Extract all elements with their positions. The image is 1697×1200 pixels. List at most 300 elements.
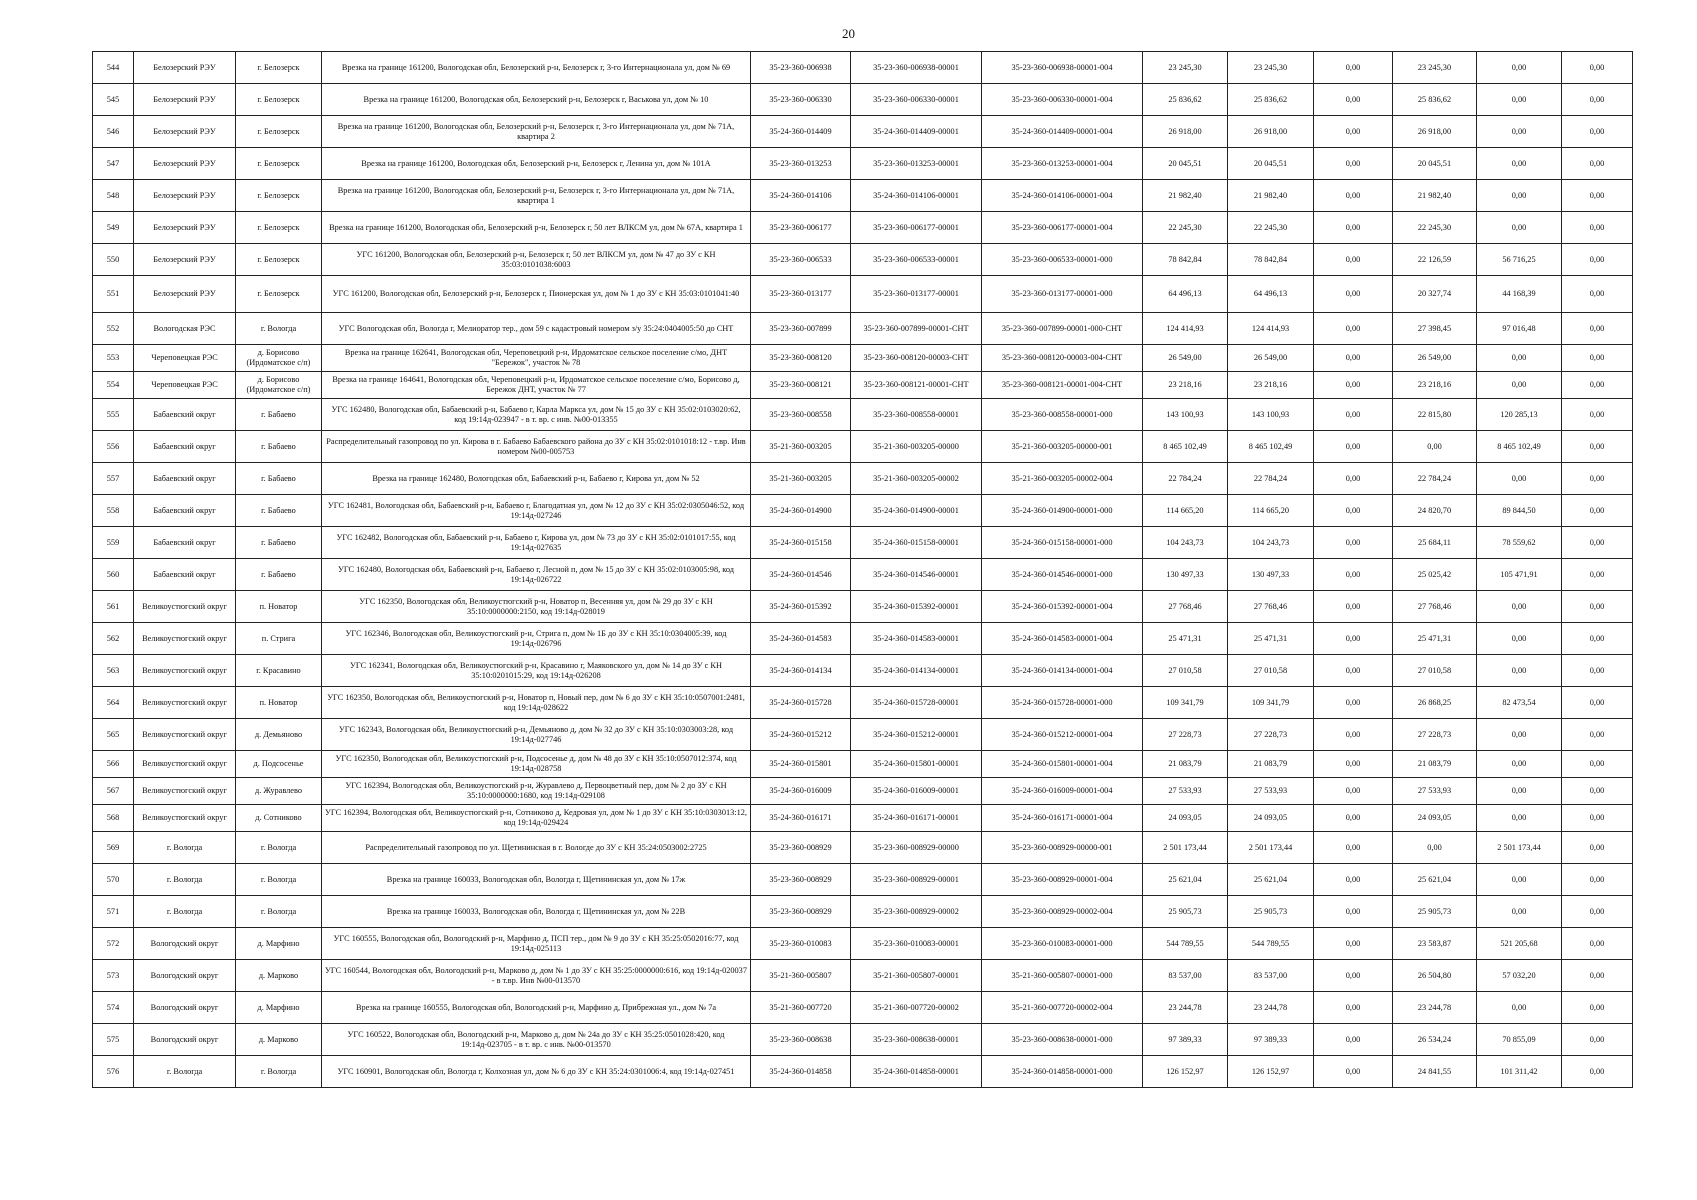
cell-region-unit: Бабаевский округ xyxy=(134,527,236,559)
cell-region-unit: Белозерский РЭУ xyxy=(134,148,236,180)
cell-region-unit: Белозерский РЭУ xyxy=(134,276,236,313)
table-row xyxy=(93,276,1633,313)
cell-total-cost-vat: 26 549,00 xyxy=(1228,345,1314,372)
table-row xyxy=(93,431,1633,463)
cell-object-code: 35-24-360-015158 xyxy=(751,527,851,559)
cell-connection-code: 35-24-360-015392-00001-004 xyxy=(982,591,1143,623)
cell-object-code: 35-24-360-014858 xyxy=(751,1056,851,1088)
table-row xyxy=(93,148,1633,180)
cell-settlement: г. Бабаево xyxy=(236,399,322,431)
cell-point-code: 35-23-360-008929-00001 xyxy=(851,864,982,896)
cell-fee-part: 0,00 xyxy=(1314,992,1393,1024)
cell-region-unit: Великоустюгский округ xyxy=(134,751,236,778)
cell-fee-part: 0,00 xyxy=(1314,313,1393,345)
cell-fee-part: 0,00 xyxy=(1314,372,1393,399)
cell-fee-part: 0,00 xyxy=(1314,778,1393,805)
cell-region-unit: Великоустюгский округ xyxy=(134,591,236,623)
cell-settlement: г. Белозерск xyxy=(236,52,322,84)
cell-connection-code: 35-24-360-015801-00001-004 xyxy=(982,751,1143,778)
cell-connection-fee: 23 245,30 xyxy=(1393,52,1477,84)
cell-object-address: УГС 160544, Вологодская обл, Вологодский р-н, Марково д, дом № 1 до ЗУ с КН 35:25:0000000:616, код 19:14д-020037 - в т.вр. Инв №00-013570 xyxy=(322,960,751,992)
table-row xyxy=(93,463,1633,495)
cell-point-code: 35-23-360-013253-00001 xyxy=(851,148,982,180)
cell-fee-part: 0,00 xyxy=(1314,559,1393,591)
cell-settlement: г. Белозерск xyxy=(236,244,322,276)
cell-point-code: 35-23-360-006533-00001 xyxy=(851,244,982,276)
cell-row-number: 563 xyxy=(93,655,134,687)
cell-object-code: 35-24-360-016009 xyxy=(751,778,851,805)
cell-total-cost: 23 218,16 xyxy=(1143,372,1228,399)
cell-total-cost-vat: 27 228,73 xyxy=(1228,719,1314,751)
cell-total-cost: 27 533,93 xyxy=(1143,778,1228,805)
cell-total-cost-vat: 143 100,93 xyxy=(1228,399,1314,431)
cell-settlement: г. Белозерск xyxy=(236,84,322,116)
table-row xyxy=(93,116,1633,148)
cell-total-cost-vat: 21 083,79 xyxy=(1228,751,1314,778)
cell-row-number: 570 xyxy=(93,864,134,896)
cell-row-number: 549 xyxy=(93,212,134,244)
cell-object-address: УГС 162480, Вологодская обл, Бабаевский р-н, Бабаево г, Лесной п, дом № 15 до ЗУ с КН 35:02:0103005:98, код 19:14д-026722 xyxy=(322,559,751,591)
cell-total-cost-vat: 544 789,55 xyxy=(1228,928,1314,960)
table-row xyxy=(93,1024,1633,1056)
cell-network-cost: 57 032,20 xyxy=(1477,960,1562,992)
cell-row-number: 574 xyxy=(93,992,134,1024)
cell-connection-code: 35-23-360-006330-00001-004 xyxy=(982,84,1143,116)
cell-total-cost: 25 836,62 xyxy=(1143,84,1228,116)
cell-fee-part: 0,00 xyxy=(1314,180,1393,212)
cell-total-cost: 64 496,13 xyxy=(1143,276,1228,313)
cell-connection-fee: 24 093,05 xyxy=(1393,805,1477,832)
cell-connection-code: 35-23-360-008558-00001-000 xyxy=(982,399,1143,431)
cell-fee-part: 0,00 xyxy=(1314,52,1393,84)
table-row xyxy=(93,372,1633,399)
cell-total-cost-vat: 114 665,20 xyxy=(1228,495,1314,527)
cell-settlement: д. Марково xyxy=(236,960,322,992)
cell-object-code: 35-24-360-015801 xyxy=(751,751,851,778)
cell-object-code: 35-24-360-014546 xyxy=(751,559,851,591)
cell-network-cost: 0,00 xyxy=(1477,992,1562,1024)
table-row xyxy=(93,687,1633,719)
table-row xyxy=(93,527,1633,559)
cell-connection-code: 35-24-360-014134-00001-004 xyxy=(982,655,1143,687)
cell-fee-part: 0,00 xyxy=(1314,864,1393,896)
cell-region-unit: Череповецкая РЭС xyxy=(134,345,236,372)
cell-point-code: 35-24-360-015392-00001 xyxy=(851,591,982,623)
table-row xyxy=(93,559,1633,591)
cell-total-cost: 124 414,93 xyxy=(1143,313,1228,345)
cell-network-cost: 0,00 xyxy=(1477,591,1562,623)
cell-other-cost: 0,00 xyxy=(1562,527,1633,559)
cell-object-address: УГС 162480, Вологодская обл, Бабаевский р-н, Бабаево г, Карла Маркса ул, дом № 15 до ЗУ с КН 35:02:0103020:62, код 19:14д-023947 - в т. вр. с инв. №00-013355 xyxy=(322,399,751,431)
cell-settlement: д. Марфино xyxy=(236,928,322,960)
cell-row-number: 565 xyxy=(93,719,134,751)
cell-network-cost: 0,00 xyxy=(1477,623,1562,655)
cell-object-code: 35-23-360-013253 xyxy=(751,148,851,180)
cell-settlement: г. Бабаево xyxy=(236,527,322,559)
cell-row-number: 553 xyxy=(93,345,134,372)
cell-object-address: УГС 160901, Вологодская обл, Вологда г, Колхозная ул, дом № 6 до ЗУ с КН 35:24:0301006:4, код 19:14д-027451 xyxy=(322,1056,751,1088)
cell-fee-part: 0,00 xyxy=(1314,1056,1393,1088)
cell-settlement: д. Борисово (Ирдоматское с/п) xyxy=(236,345,322,372)
cell-other-cost: 0,00 xyxy=(1562,180,1633,212)
cell-total-cost-vat: 126 152,97 xyxy=(1228,1056,1314,1088)
cell-connection-fee: 26 549,00 xyxy=(1393,345,1477,372)
cell-connection-fee: 20 045,51 xyxy=(1393,148,1477,180)
cell-object-address: УГС 162341, Вологодская обл, Великоустюгский р-н, Красавино г, Маяковского ул, дом № 14 до ЗУ с КН 35:10:0201015:29, код 19:14д-026208 xyxy=(322,655,751,687)
cell-settlement: г. Бабаево xyxy=(236,463,322,495)
cell-connection-fee: 25 905,73 xyxy=(1393,896,1477,928)
cell-connection-fee: 26 918,00 xyxy=(1393,116,1477,148)
cell-row-number: 555 xyxy=(93,399,134,431)
cell-fee-part: 0,00 xyxy=(1314,244,1393,276)
cell-total-cost: 114 665,20 xyxy=(1143,495,1228,527)
cell-total-cost: 2 501 173,44 xyxy=(1143,832,1228,864)
cell-object-address: Врезка на границе 161200, Вологодская обл, Белозерский р-н, Белозерск г, 3-го Интернационала ул, дом № 71А, квартира 1 xyxy=(322,180,751,212)
cell-row-number: 551 xyxy=(93,276,134,313)
cell-object-address: Распределительный газопровод по ул. Щетининская в г. Вологде до ЗУ с КН 35:24:0503002:2725 xyxy=(322,832,751,864)
cell-other-cost: 0,00 xyxy=(1562,864,1633,896)
table-row xyxy=(93,495,1633,527)
cell-row-number: 560 xyxy=(93,559,134,591)
cell-object-address: УГС 162350, Вологодская обл, Великоустюгский р-н, Подсосенье д, дом № 48 до ЗУ с КН 35:10:0507012:374, код 19:14д-028758 xyxy=(322,751,751,778)
cell-point-code: 35-21-360-007720-00002 xyxy=(851,992,982,1024)
cell-point-code: 35-24-360-014409-00001 xyxy=(851,116,982,148)
cell-network-cost: 78 559,62 xyxy=(1477,527,1562,559)
cell-connection-fee: 22 126,59 xyxy=(1393,244,1477,276)
cell-region-unit: г. Вологда xyxy=(134,896,236,928)
cell-settlement: п. Новатор xyxy=(236,687,322,719)
cell-object-address: Врезка на границе 161200, Вологодская обл, Белозерский р-н, Белозерск г, Васькова ул, дом № 10 xyxy=(322,84,751,116)
cell-total-cost-vat: 97 389,33 xyxy=(1228,1024,1314,1056)
cell-total-cost-vat: 83 537,00 xyxy=(1228,960,1314,992)
cell-fee-part: 0,00 xyxy=(1314,751,1393,778)
cell-total-cost-vat: 22 245,30 xyxy=(1228,212,1314,244)
cell-point-code: 35-21-360-003205-00002 xyxy=(851,463,982,495)
cell-row-number: 558 xyxy=(93,495,134,527)
cell-row-number: 576 xyxy=(93,1056,134,1088)
cell-object-address: Врезка на границе 161200, Вологодская обл, Белозерский р-н, Белозерск г, Ленина ул, дом № 101А xyxy=(322,148,751,180)
cell-settlement: г. Вологда xyxy=(236,313,322,345)
cell-connection-code: 35-24-360-014583-00001-004 xyxy=(982,623,1143,655)
cell-total-cost-vat: 8 465 102,49 xyxy=(1228,431,1314,463)
table-row xyxy=(93,244,1633,276)
cell-total-cost-vat: 23 218,16 xyxy=(1228,372,1314,399)
cell-object-code: 35-24-360-014134 xyxy=(751,655,851,687)
cell-row-number: 573 xyxy=(93,960,134,992)
cell-region-unit: г. Вологда xyxy=(134,832,236,864)
cell-region-unit: Вологодский округ xyxy=(134,960,236,992)
cell-object-address: Врезка на границе 161200, Вологодская обл, Белозерский р-н, Белозерск г, 3-го Интернационала ул, дом № 69 xyxy=(322,52,751,84)
cell-region-unit: Вологодский округ xyxy=(134,1024,236,1056)
cell-network-cost: 0,00 xyxy=(1477,896,1562,928)
cell-settlement: г. Белозерск xyxy=(236,180,322,212)
cell-object-code: 35-23-360-008929 xyxy=(751,864,851,896)
table-row xyxy=(93,399,1633,431)
cell-region-unit: Белозерский РЭУ xyxy=(134,180,236,212)
cell-fee-part: 0,00 xyxy=(1314,896,1393,928)
cell-network-cost: 44 168,39 xyxy=(1477,276,1562,313)
cell-object-address: УГС 160522, Вологодская обл, Вологодский р-н, Марково д, дом № 24а до ЗУ с КН 35:25:0501028:420, код 19:14д-023705 - в т. вр. с инв. №00-013570 xyxy=(322,1024,751,1056)
table-row xyxy=(93,212,1633,244)
cell-connection-code: 35-23-360-006938-00001-004 xyxy=(982,52,1143,84)
cell-total-cost: 27 010,58 xyxy=(1143,655,1228,687)
cell-settlement: д. Журавлево xyxy=(236,778,322,805)
cell-network-cost: 70 855,09 xyxy=(1477,1024,1562,1056)
cell-total-cost: 22 784,24 xyxy=(1143,463,1228,495)
cell-other-cost: 0,00 xyxy=(1562,992,1633,1024)
cell-point-code: 35-23-360-006938-00001 xyxy=(851,52,982,84)
cell-settlement: п. Новатор xyxy=(236,591,322,623)
cell-other-cost: 0,00 xyxy=(1562,928,1633,960)
table-row xyxy=(93,992,1633,1024)
cell-other-cost: 0,00 xyxy=(1562,84,1633,116)
cell-region-unit: Великоустюгский округ xyxy=(134,655,236,687)
cell-region-unit: Великоустюгский округ xyxy=(134,687,236,719)
cell-region-unit: Великоустюгский округ xyxy=(134,623,236,655)
cell-settlement: д. Подсосенье xyxy=(236,751,322,778)
cell-fee-part: 0,00 xyxy=(1314,591,1393,623)
cell-row-number: 567 xyxy=(93,778,134,805)
cell-point-code: 35-24-360-014583-00001 xyxy=(851,623,982,655)
cell-point-code: 35-24-360-015801-00001 xyxy=(851,751,982,778)
cell-fee-part: 0,00 xyxy=(1314,431,1393,463)
cell-region-unit: Белозерский РЭУ xyxy=(134,84,236,116)
cell-fee-part: 0,00 xyxy=(1314,960,1393,992)
cell-fee-part: 0,00 xyxy=(1314,212,1393,244)
cell-network-cost: 0,00 xyxy=(1477,180,1562,212)
cell-connection-code: 35-23-360-013253-00001-004 xyxy=(982,148,1143,180)
cell-connection-fee: 23 218,16 xyxy=(1393,372,1477,399)
cell-point-code: 35-24-360-014546-00001 xyxy=(851,559,982,591)
cell-settlement: г. Вологда xyxy=(236,832,322,864)
cell-other-cost: 0,00 xyxy=(1562,559,1633,591)
cell-object-code: 35-21-360-003205 xyxy=(751,463,851,495)
cell-object-address: Врезка на границе 160555, Вологодская обл, Вологодский р-н, Марфино д, Прибрежная ул., дом № 7а xyxy=(322,992,751,1024)
cell-object-address: УГС 162346, Вологодская обл, Великоустюгский р-н, Стрига п, дом № 1Б до ЗУ с КН 35:10:0304005:39, код 19:14д-026796 xyxy=(322,623,751,655)
cell-connection-code: 35-23-360-008929-00000-001 xyxy=(982,832,1143,864)
cell-point-code: 35-24-360-014900-00001 xyxy=(851,495,982,527)
cell-row-number: 569 xyxy=(93,832,134,864)
cell-total-cost-vat: 23 245,30 xyxy=(1228,52,1314,84)
cell-settlement: г. Белозерск xyxy=(236,276,322,313)
cell-region-unit: Бабаевский округ xyxy=(134,431,236,463)
table-row xyxy=(93,52,1633,84)
cell-row-number: 547 xyxy=(93,148,134,180)
cell-total-cost: 25 621,04 xyxy=(1143,864,1228,896)
cell-other-cost: 0,00 xyxy=(1562,148,1633,180)
cell-other-cost: 0,00 xyxy=(1562,212,1633,244)
cell-fee-part: 0,00 xyxy=(1314,655,1393,687)
cell-region-unit: г. Вологда xyxy=(134,1056,236,1088)
cell-total-cost: 104 243,73 xyxy=(1143,527,1228,559)
cell-point-code: 35-23-360-010083-00001 xyxy=(851,928,982,960)
cell-connection-code: 35-24-360-015212-00001-004 xyxy=(982,719,1143,751)
cell-other-cost: 0,00 xyxy=(1562,276,1633,313)
cell-connection-code: 35-23-360-008929-00002-004 xyxy=(982,896,1143,928)
cell-total-cost: 23 245,30 xyxy=(1143,52,1228,84)
cell-point-code: 35-24-360-016009-00001 xyxy=(851,778,982,805)
cell-settlement: д. Борисово (Ирдоматское с/п) xyxy=(236,372,322,399)
cell-total-cost: 83 537,00 xyxy=(1143,960,1228,992)
cell-connection-fee: 27 398,45 xyxy=(1393,313,1477,345)
registry-table xyxy=(92,51,1633,1088)
cell-other-cost: 0,00 xyxy=(1562,778,1633,805)
cell-row-number: 571 xyxy=(93,896,134,928)
cell-total-cost-vat: 130 497,33 xyxy=(1228,559,1314,591)
registry-body xyxy=(93,52,1633,1088)
cell-other-cost: 0,00 xyxy=(1562,591,1633,623)
cell-fee-part: 0,00 xyxy=(1314,495,1393,527)
cell-network-cost: 0,00 xyxy=(1477,463,1562,495)
cell-object-address: УГС 162482, Вологодская обл, Бабаевский р-н, Бабаево г, Кирова ул, дом № 73 до ЗУ с КН 35:02:0101017:55, код 19:14д-027635 xyxy=(322,527,751,559)
cell-other-cost: 0,00 xyxy=(1562,832,1633,864)
cell-other-cost: 0,00 xyxy=(1562,116,1633,148)
cell-connection-code: 35-24-360-015158-00001-000 xyxy=(982,527,1143,559)
cell-fee-part: 0,00 xyxy=(1314,928,1393,960)
cell-point-code: 35-23-360-008929-00000 xyxy=(851,832,982,864)
cell-total-cost-vat: 104 243,73 xyxy=(1228,527,1314,559)
cell-other-cost: 0,00 xyxy=(1562,431,1633,463)
cell-row-number: 544 xyxy=(93,52,134,84)
cell-other-cost: 0,00 xyxy=(1562,313,1633,345)
cell-network-cost: 0,00 xyxy=(1477,345,1562,372)
cell-connection-code: 35-21-360-007720-00002-004 xyxy=(982,992,1143,1024)
cell-network-cost: 0,00 xyxy=(1477,84,1562,116)
cell-network-cost: 0,00 xyxy=(1477,778,1562,805)
cell-total-cost-vat: 25 836,62 xyxy=(1228,84,1314,116)
cell-object-code: 35-23-360-008558 xyxy=(751,399,851,431)
cell-object-address: УГС 162343, Вологодская обл, Великоустюгский р-н, Демьяново д, дом № 32 до ЗУ с КН 35:10:0303003:28, код 19:14д-027746 xyxy=(322,719,751,751)
cell-object-address: УГС 162394, Вологодская обл, Великоустюгский р-н, Сотниково д, Кедровая ул, дом № 1 до ЗУ с КН 35:10:0303013:12, код 19:14д-029424 xyxy=(322,805,751,832)
cell-total-cost: 26 549,00 xyxy=(1143,345,1228,372)
cell-total-cost: 143 100,93 xyxy=(1143,399,1228,431)
cell-connection-fee: 25 621,04 xyxy=(1393,864,1477,896)
cell-connection-fee: 27 228,73 xyxy=(1393,719,1477,751)
cell-row-number: 564 xyxy=(93,687,134,719)
cell-total-cost: 24 093,05 xyxy=(1143,805,1228,832)
cell-connection-fee: 26 868,25 xyxy=(1393,687,1477,719)
cell-object-code: 35-23-360-006938 xyxy=(751,52,851,84)
cell-other-cost: 0,00 xyxy=(1562,495,1633,527)
cell-object-address: УГС 162394, Вологодская обл, Великоустюгский р-н, Журавлево д, Первоцветный пер, дом № 2 до ЗУ с КН 35:10:0000000:1680, код 19:14д-029108 xyxy=(322,778,751,805)
cell-connection-code: 35-21-360-003205-00002-004 xyxy=(982,463,1143,495)
cell-object-address: Врезка на границе 162641, Вологодская обл, Череповецкий р-н, Ирдоматское сельское поселение с/мо, ДНТ "Бережок", участок № 78 xyxy=(322,345,751,372)
cell-network-cost: 101 311,42 xyxy=(1477,1056,1562,1088)
cell-total-cost: 20 045,51 xyxy=(1143,148,1228,180)
table-row xyxy=(93,1056,1633,1088)
cell-fee-part: 0,00 xyxy=(1314,719,1393,751)
cell-object-code: 35-23-360-008120 xyxy=(751,345,851,372)
cell-region-unit: Вологодский округ xyxy=(134,928,236,960)
cell-region-unit: Бабаевский округ xyxy=(134,463,236,495)
cell-object-code: 35-23-360-008638 xyxy=(751,1024,851,1056)
cell-region-unit: Великоустюгский округ xyxy=(134,778,236,805)
table-row xyxy=(93,719,1633,751)
cell-total-cost-vat: 27 768,46 xyxy=(1228,591,1314,623)
cell-other-cost: 0,00 xyxy=(1562,805,1633,832)
cell-connection-code: 35-24-360-015728-00001-000 xyxy=(982,687,1143,719)
cell-total-cost-vat: 24 093,05 xyxy=(1228,805,1314,832)
cell-network-cost: 0,00 xyxy=(1477,116,1562,148)
cell-row-number: 566 xyxy=(93,751,134,778)
cell-point-code: 35-23-360-006177-00001 xyxy=(851,212,982,244)
table-row xyxy=(93,805,1633,832)
cell-object-code: 35-24-360-014900 xyxy=(751,495,851,527)
cell-network-cost: 97 016,48 xyxy=(1477,313,1562,345)
table-row xyxy=(93,778,1633,805)
cell-other-cost: 0,00 xyxy=(1562,1024,1633,1056)
cell-region-unit: Вологодская РЭС xyxy=(134,313,236,345)
cell-network-cost: 0,00 xyxy=(1477,655,1562,687)
cell-fee-part: 0,00 xyxy=(1314,623,1393,655)
table-row xyxy=(93,928,1633,960)
cell-connection-code: 35-24-360-014106-00001-004 xyxy=(982,180,1143,212)
table-row xyxy=(93,345,1633,372)
cell-region-unit: Белозерский РЭУ xyxy=(134,212,236,244)
cell-row-number: 554 xyxy=(93,372,134,399)
table-row xyxy=(93,313,1633,345)
cell-network-cost: 0,00 xyxy=(1477,805,1562,832)
cell-fee-part: 0,00 xyxy=(1314,527,1393,559)
cell-region-unit: Бабаевский округ xyxy=(134,495,236,527)
cell-object-address: Врезка на границе 161200, Вологодская обл, Белозерский р-н, Белозерск г, 50 лет ВЛКСМ ул, дом № 67А, квартира 1 xyxy=(322,212,751,244)
cell-settlement: д. Демьяново xyxy=(236,719,322,751)
cell-connection-fee: 27 533,93 xyxy=(1393,778,1477,805)
cell-total-cost-vat: 27 533,93 xyxy=(1228,778,1314,805)
table-row xyxy=(93,751,1633,778)
cell-object-address: УГС 161200, Вологодская обл, Белозерский р-н, Белозерск г, Пионерская ул, дом № 1 до ЗУ с КН 35:03:0101041:40 xyxy=(322,276,751,313)
cell-row-number: 557 xyxy=(93,463,134,495)
cell-settlement: п. Стрига xyxy=(236,623,322,655)
cell-network-cost: 0,00 xyxy=(1477,372,1562,399)
cell-point-code: 35-24-360-016171-00001 xyxy=(851,805,982,832)
cell-other-cost: 0,00 xyxy=(1562,399,1633,431)
cell-fee-part: 0,00 xyxy=(1314,116,1393,148)
cell-fee-part: 0,00 xyxy=(1314,805,1393,832)
cell-connection-code: 35-24-360-014546-00001-000 xyxy=(982,559,1143,591)
cell-connection-fee: 22 784,24 xyxy=(1393,463,1477,495)
cell-object-code: 35-24-360-016171 xyxy=(751,805,851,832)
cell-total-cost: 25 905,73 xyxy=(1143,896,1228,928)
cell-total-cost-vat: 25 621,04 xyxy=(1228,864,1314,896)
cell-settlement: г. Бабаево xyxy=(236,431,322,463)
cell-object-code: 35-23-360-008121 xyxy=(751,372,851,399)
cell-object-code: 35-23-360-007899 xyxy=(751,313,851,345)
cell-network-cost: 0,00 xyxy=(1477,719,1562,751)
cell-region-unit: Белозерский РЭУ xyxy=(134,116,236,148)
cell-connection-fee: 25 471,31 xyxy=(1393,623,1477,655)
table-row xyxy=(93,832,1633,864)
cell-object-address: УГС 160555, Вологодская обл, Вологодский р-н, Марфино д, ПСП тер., дом № 9 до ЗУ с КН 35:25:0502016:77, код 19:14д-025113 xyxy=(322,928,751,960)
cell-connection-fee: 25 025,42 xyxy=(1393,559,1477,591)
cell-connection-fee: 27 768,46 xyxy=(1393,591,1477,623)
cell-object-code: 35-23-360-013177 xyxy=(751,276,851,313)
cell-fee-part: 0,00 xyxy=(1314,1024,1393,1056)
cell-total-cost: 27 768,46 xyxy=(1143,591,1228,623)
cell-connection-code: 35-23-360-008929-00001-004 xyxy=(982,864,1143,896)
cell-connection-code: 35-23-360-008638-00001-000 xyxy=(982,1024,1143,1056)
cell-total-cost-vat: 64 496,13 xyxy=(1228,276,1314,313)
cell-row-number: 556 xyxy=(93,431,134,463)
cell-point-code: 35-21-360-005807-00001 xyxy=(851,960,982,992)
cell-row-number: 548 xyxy=(93,180,134,212)
cell-point-code: 35-24-360-014858-00001 xyxy=(851,1056,982,1088)
cell-object-address: УГС 162350, Вологодская обл, Великоустюгский р-н, Новатор п, Новый пер, дом № 6 до ЗУ с КН 35:10:0507001:2481, код 19:14д-028622 xyxy=(322,687,751,719)
cell-fee-part: 0,00 xyxy=(1314,687,1393,719)
cell-settlement: г. Бабаево xyxy=(236,495,322,527)
cell-region-unit: Череповецкая РЭС xyxy=(134,372,236,399)
cell-row-number: 559 xyxy=(93,527,134,559)
